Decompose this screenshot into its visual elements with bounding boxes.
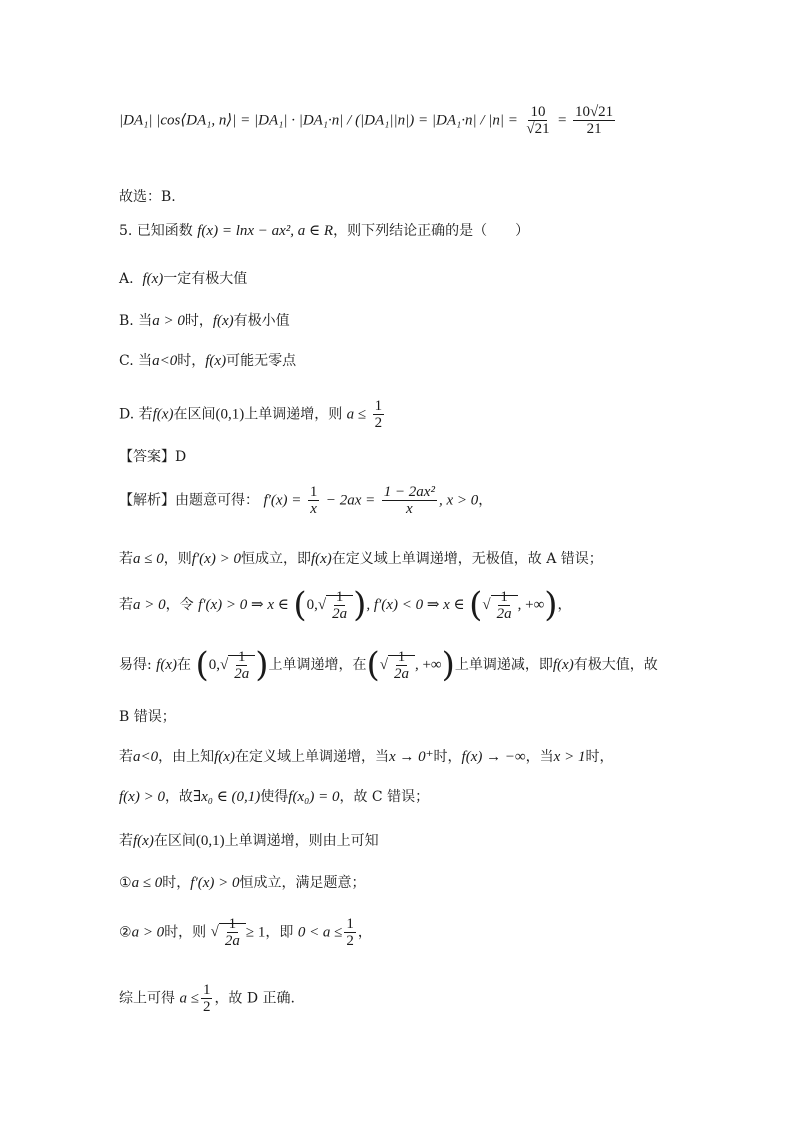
analysis-case-a-positive: 若a > 0，令 f′(x) > 0 ⇒ x ∈ (0,√ $\frac{1}{2a}$ ), f′(x) < 0 ⇒ x ∈ (√ $\frac{1}{2a}$ , +∞)，: [119, 585, 572, 625]
question-5-stem: 5. 已知函数 f(x) = lnx − ax², a ∈ R，则下列结论正确的是（ ）: [119, 223, 530, 239]
option-a: A. f(x)一定有极大值: [119, 271, 248, 287]
analysis-case-a-negative: 若a<0，由上知f(x)在定义域上单调递增，当x → 0⁺时，f(x) → −∞，当x > 1时，: [119, 749, 614, 765]
analysis-case-a-nonpositive: 若a ≤ 0，则f′(x) > 0恒成立，即f(x)在定义域上单调递增，无极值，故 A 错误；: [119, 551, 603, 567]
analysis-case-d: 若f(x)在区间(0,1)上单调递增，则由上可知: [119, 833, 379, 849]
option-b: B. 当a > 0时，f(x)有极小值: [119, 313, 290, 329]
analysis-zero-existence: f(x) > 0，故∃x₀ ∈ (0,1)使得f(x₀) = 0，故 C 错误；: [119, 789, 430, 805]
answer-choice-line: 故选：B.: [119, 189, 176, 205]
option-c: C. 当a<0时，f(x)可能无零点: [119, 353, 297, 369]
vector-distance-formula: |DA₁| |cos⟨DA₁, n⟩| = |DA₁| · |DA₁·n| / (|DA₁||n|) = |DA₁·n| / |n| = $\frac{10}{√21}$ = $\frac{10√21}{21}$: [119, 104, 614, 137]
fraction-one-half: $\frac{1}{2}$: [374, 398, 383, 431]
analysis-title: 【解析】由题意可得：: [119, 492, 259, 509]
formula-lhs: |DA₁| |cos⟨DA₁, n⟩| = |DA₁| · |DA₁·n| / (|DA₁||n|) = |DA₁·n| / |n| =: [119, 112, 518, 129]
analysis-derivative: 【解析】由题意可得： f′(x) = $\frac{1}{x}$ − 2ax = $\frac{\text{1 − 2ax²}}{x}$ , x > 0，: [119, 484, 493, 517]
fraction-10-over-sqrt21: $\frac{10}{√21}$: [526, 104, 550, 137]
analysis-subcase-1: ①a ≤ 0时，f′(x) > 0恒成立，满足题意；: [119, 875, 366, 891]
analysis-monotonicity: 易得: f(x)在 (0,√ $\frac{1}{2a}$ )上单调递增，在(√ $\frac{1}{2a}$ , +∞)上单调递减，即f(x)有极大值，故: [119, 645, 658, 685]
analysis-conclusion: 综上可得 a ≤ $\frac{1}{2}$ ，故 D 正确.: [119, 982, 296, 1015]
fraction-result: $\frac{10√21}{21}$: [574, 104, 614, 137]
option-d: D. 若f(x)在区间(0,1)上单调递增，则 a ≤ $\frac{1}{2}$: [119, 398, 383, 431]
answer-label: 【答案】D: [119, 449, 187, 465]
analysis-subcase-2: ②a > 0时，则 √ $\frac{1}{2a}$ ≥ 1，即 0 < a ≤ $\frac{1}{2}$ ，: [119, 916, 372, 949]
analysis-b-wrong: B 错误；: [119, 709, 176, 725]
